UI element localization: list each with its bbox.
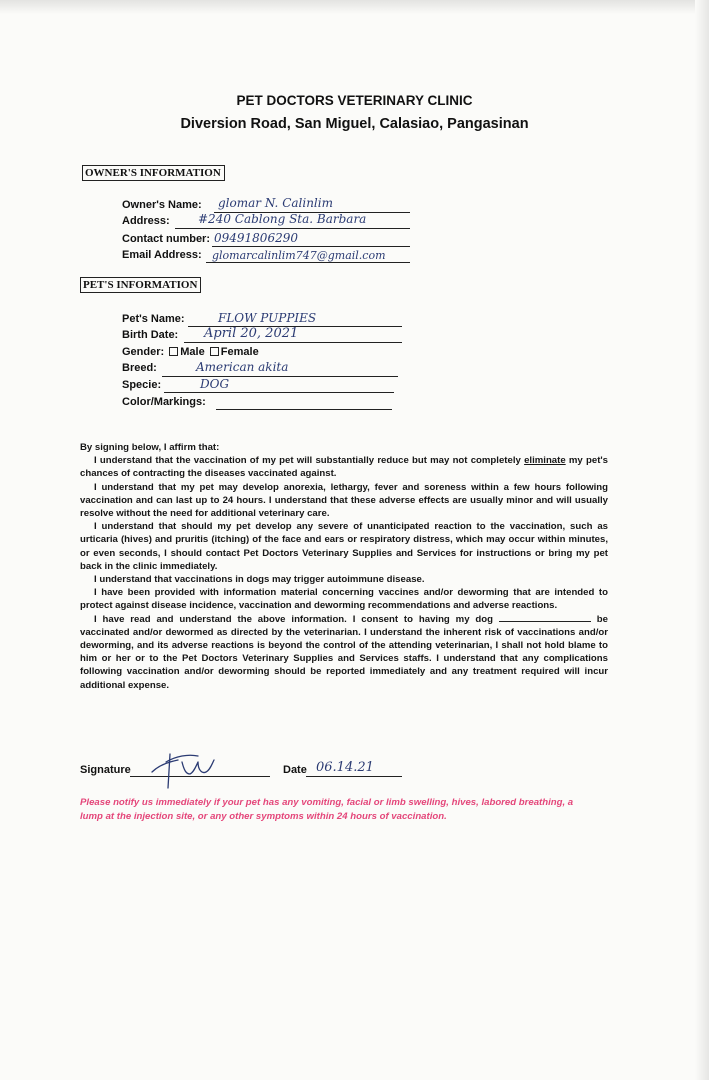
clinic-name: PET DOCTORS VETERINARY CLINIC (236, 93, 473, 108)
contact-value: 09491806290 (214, 231, 298, 245)
female-label: Female (220, 346, 259, 358)
email-value: glomarcalinlim747@gmail.com (212, 249, 386, 262)
consent-paragraph-5: I have been provided with information material concerning vaccines and/or deworming that are intended to protect against disease incidence, vaccination and deworming recommendations and adverse reactions. (80, 587, 608, 612)
owner-name-label: Owner's Name: (122, 199, 202, 211)
specie-label: Specie: (122, 379, 162, 391)
scan-top-edge (0, 0, 709, 14)
pet-name-label: Pet's Name: (122, 313, 185, 325)
birth-date-label: Birth Date: (122, 329, 179, 341)
owner-name-value: glomar N. Calinlim (218, 196, 333, 210)
consent-paragraph-6: I have read and understand the above information. I consent to having my dog be vaccinated and/or dewormed as directed by the veterinarian. I understand the inherent risk of vaccinations and/or deworming, and its adverse reactions is beyond the control of the attending veterinarian, I shall not hold blame to him or her or to the Pet Doctors Veterinary Supplies and Services staffs. I understand that any complications following vaccination and/or deworming should be reported immediately and any treatment required will incur additional expense. (80, 613, 608, 691)
address-line (175, 228, 410, 229)
scan-right-edge (695, 0, 709, 1080)
male-checkbox[interactable] (169, 347, 178, 356)
owner-section-title: OWNER'S INFORMATION (82, 165, 225, 181)
contact-label: Contact number: (122, 233, 210, 245)
consent-intro: By signing below, I affirm that: (80, 442, 220, 453)
breed-line (162, 376, 398, 377)
female-checkbox[interactable] (210, 347, 219, 356)
pet-section-title: PET'S INFORMATION (80, 277, 201, 293)
color-markings-label: Color/Markings: (122, 396, 206, 408)
signature-mark (148, 748, 220, 790)
gender-row (122, 346, 259, 359)
birth-date-line (184, 342, 402, 343)
breed-label: Breed: (122, 362, 157, 374)
address-value: #240 Cablong Sta. Barbara (198, 212, 367, 226)
color-markings-line (216, 409, 392, 410)
male-label: Male (180, 346, 205, 358)
date-label: Date (283, 764, 307, 776)
date-line (306, 776, 402, 777)
contact-line (212, 246, 410, 247)
address-label: Address: (122, 215, 170, 227)
consent-paragraph-2: I understand that my pet may develop anorexia, lethargy, fever and soreness within a few hours following vaccination and can last up to 24 hours. I understand that these adverse effects are usually minor and will usually resolve without the need for additional veterinary care. (80, 481, 608, 520)
clinic-address: Diversion Road, San Miguel, Calasiao, Pangasinan (180, 116, 529, 132)
birth-date-value: April 20, 2021 (204, 326, 299, 341)
email-label: Email Address: (122, 249, 202, 261)
date-value: 06.14.21 (316, 760, 374, 775)
dog-name-blank (499, 621, 591, 622)
consent-paragraph-3: I understand that should my pet develop any severe of unanticipated reaction to the vaccination, such as urticaria (hives) and pruritis (itching) of the face and ears or respiratory distress, which may occur within minutes, or even seconds, I should contact Pet Doctors Veterinary Supplies and Services for instructions or bring my pet back in the clinic immediately. (80, 521, 608, 572)
consent-text (80, 441, 608, 692)
consent-paragraph-1: I understand that the vaccination of my pet will substantially reduce but may not completely eliminate my pet's chances of contracting the diseases vaccinated against. (80, 455, 609, 480)
consent-paragraph-4: I understand that vaccinations in dogs may trigger autoimmune disease. (94, 574, 425, 586)
signature-label: Signature (80, 764, 131, 776)
notice-text: Please notify us immediately if your pet has any vomiting, facial or limb swelling, hives, labored breathing, a lump at the injection site, or any other symptoms within 24 hours of vaccination. (80, 797, 574, 822)
specie-value: DOG (200, 377, 230, 391)
gender-label: Gender: (122, 346, 165, 358)
breed-value: American akita (196, 360, 289, 374)
pet-name-value: FLOW PUPPIES (218, 311, 317, 325)
specie-line (164, 392, 394, 393)
